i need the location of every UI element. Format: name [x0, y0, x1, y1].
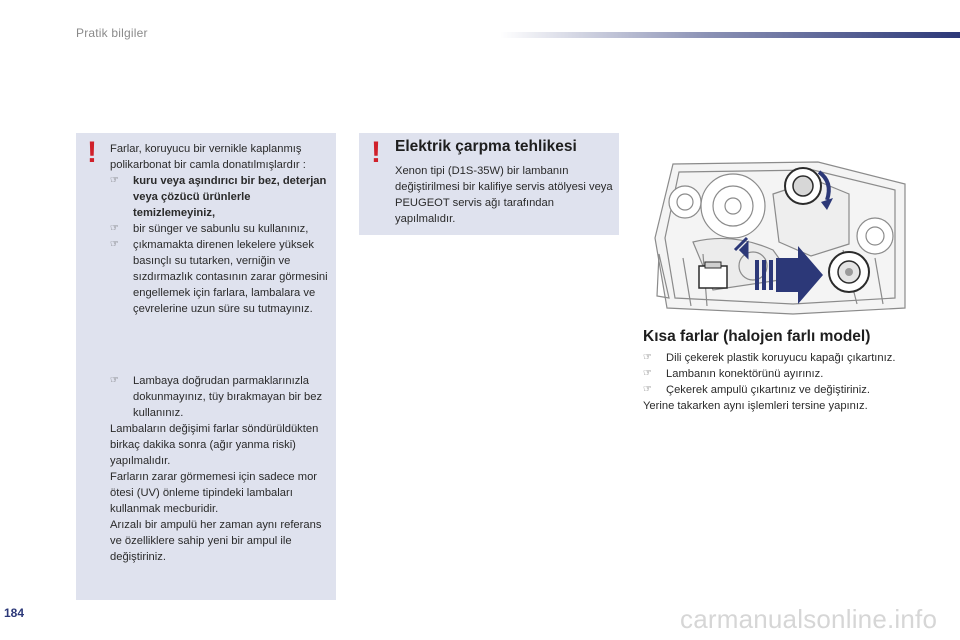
list-item: ☞ çıkmamakta direnen lekelere yüksek basınçlı su tutarken, verniğin ve sızdırmazlık contasının zarar görmesini engellemek için farlara, lambalara ve çevrelerine uzun süre su tutmayınız. [110, 239, 328, 315]
list-item: ☞ Lambaya doğrudan parmaklarınızla dokunmayınız, tüy bırakmayan bir bez kullanınız. [110, 375, 323, 419]
xenon-warning-text: Xenon tipi (D1S-35W) bir lambanın değiştirilmesi bir kalifiye servis atölyesi veya PEUGEOT servis ağı tarafından yapılmalıdır. [395, 165, 613, 225]
hand-pointer-icon: ☞ [110, 239, 119, 250]
list-item: ☞ kuru veya aşındırıcı bir bez, deterjan veya çözücü ürünlerle temizlemeyiniz, [110, 175, 327, 219]
left-warning-intro: Farlar, koruyucu bir vernikle kaplanmış polikarbonat bir camla donatılmışlardır : [110, 143, 306, 171]
electric-shock-title: Elektrik çarpma tehlikesi [395, 138, 577, 155]
hand-pointer-icon: ☞ [643, 352, 652, 363]
hand-pointer-icon: ☞ [110, 223, 119, 234]
hand-pointer-icon: ☞ [110, 175, 119, 186]
left-warning-lower-block [110, 373, 334, 565]
left-warning-intro-block [110, 141, 334, 317]
bulb-change-timing-text: Lambaların değişimi farlar söndürüldükten birkaç dakika sonra (ağır yanma riski) yapılmalıdır. [110, 423, 319, 467]
low-beam-title: Kısa farlar (halojen farlı model) [643, 328, 871, 345]
hand-pointer-icon: ☞ [643, 368, 652, 379]
low-beam-instructions [643, 350, 923, 414]
exclamation-icon: ! [371, 136, 381, 169]
headlamp-illustration [643, 158, 907, 316]
page-number: 184 [4, 606, 25, 620]
watermark: carmanualsonline.info [680, 604, 938, 634]
hand-pointer-icon: ☞ [643, 384, 652, 395]
list-item: ☞ Çekerek ampulü çıkartınız ve değiştiriniz. [643, 384, 870, 396]
exclamation-icon: ! [87, 136, 97, 169]
hand-pointer-icon: ☞ [110, 375, 119, 386]
section-title: Pratik bilgiler [76, 26, 148, 40]
header-gradient-bar [500, 32, 960, 38]
list-item: ☞ Lambanın konektörünü ayırınız. [643, 368, 824, 380]
replacement-bulb-text: Arızalı bir ampulü her zaman aynı referans ve özelliklere sahip yeni bir ampul ile değiştiriniz. [110, 519, 322, 563]
list-item: ☞ bir sünger ve sabunlu su kullanınız, [110, 223, 309, 235]
reinstall-note: Yerine takarken aynı işlemleri tersine yapınız. [643, 400, 868, 412]
list-item: ☞ Dili çekerek plastik koruyucu kapağı çıkartınız. [643, 352, 896, 364]
uv-bulb-text: Farların zarar görmemesi için sadece mor ötesi (UV) önleme tipindeki lambaları kullanmak mecburidir. [110, 471, 318, 515]
